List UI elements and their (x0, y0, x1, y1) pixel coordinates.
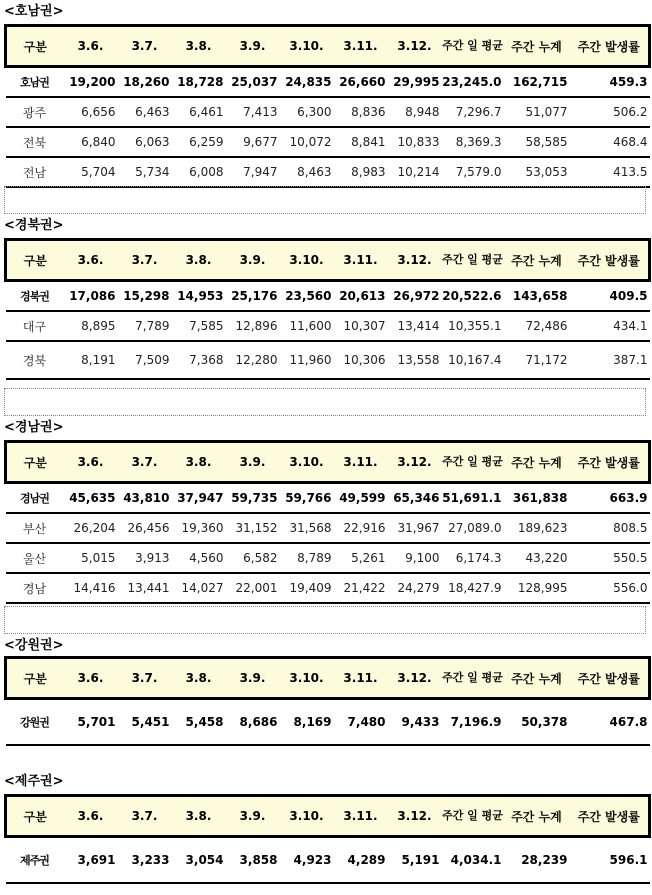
cell-avg: 10,355.1 (442, 311, 504, 341)
cell-cum: 128,995 (504, 573, 570, 603)
cell: 9,100 (388, 543, 442, 573)
cell: 3,913 (118, 543, 172, 573)
cell: 8,983 (334, 157, 388, 187)
cell: 8,789 (280, 543, 334, 573)
cell: 5,458 (172, 699, 226, 746)
header-row (6, 796, 650, 837)
header-date: 3.6. (64, 658, 118, 699)
table-row (6, 127, 650, 157)
cell: 8,836 (334, 97, 388, 127)
cell: 4,289 (334, 837, 388, 884)
cell: 6,300 (280, 97, 334, 127)
cell: 5,261 (334, 543, 388, 573)
table-row (6, 699, 650, 746)
row-name: 호남권 (6, 67, 64, 98)
header-date: 3.6. (64, 240, 118, 281)
cell-avg: 7,579.0 (442, 157, 504, 187)
header-date: 3.8. (172, 796, 226, 837)
header-date: 3.9. (226, 442, 280, 483)
cell-rate: 468.4 (570, 127, 650, 157)
region-title-gyeongbuk: <경북권> (4, 218, 64, 233)
header-date: 3.11. (334, 442, 388, 483)
header-date: 3.7. (118, 442, 172, 483)
header-date: 3.7. (118, 658, 172, 699)
cell: 14,953 (172, 281, 226, 312)
header-date: 3.9. (226, 796, 280, 837)
cell: 10,306 (334, 341, 388, 379)
cell: 7,413 (226, 97, 280, 127)
header-row (6, 240, 650, 281)
table-row (6, 157, 650, 187)
cell: 18,728 (172, 67, 226, 98)
header-gu: 구분 (6, 26, 64, 67)
cell-rate: 663.9 (570, 483, 650, 514)
cell-avg: 8,369.3 (442, 127, 504, 157)
cell-rate: 459.3 (570, 67, 650, 98)
cell-avg: 10,167.4 (442, 341, 504, 379)
cell-avg: 18,427.9 (442, 573, 504, 603)
cell: 8,948 (388, 97, 442, 127)
cell: 45,635 (64, 483, 118, 514)
cell-rate: 409.5 (570, 281, 650, 312)
cell-cum: 51,077 (504, 97, 570, 127)
header-date: 3.10. (280, 26, 334, 67)
cell-cum: 71,172 (504, 341, 570, 379)
table-row (6, 543, 650, 573)
cell: 20,613 (334, 281, 388, 312)
spacer-row (4, 388, 646, 416)
cell: 10,072 (280, 127, 334, 157)
header-gu: 구분 (6, 442, 64, 483)
header-date: 3.12. (388, 658, 442, 699)
cell-avg: 7,196.9 (442, 699, 504, 746)
row-name: 전남 (6, 157, 64, 187)
cell: 59,735 (226, 483, 280, 514)
header-avg: 주간 일 평균 (442, 658, 504, 699)
header-date: 3.11. (334, 240, 388, 281)
header-date: 3.6. (64, 26, 118, 67)
cell: 5,701 (64, 699, 118, 746)
cell: 6,656 (64, 97, 118, 127)
cell: 26,660 (334, 67, 388, 98)
header-date: 3.8. (172, 442, 226, 483)
cell-cum: 361,838 (504, 483, 570, 514)
cell: 8,686 (226, 699, 280, 746)
cell: 5,451 (118, 699, 172, 746)
cell: 26,456 (118, 513, 172, 543)
header-cum: 주간 누계 (504, 658, 570, 699)
cell: 6,582 (226, 543, 280, 573)
cell-cum: 143,658 (504, 281, 570, 312)
cell: 19,360 (172, 513, 226, 543)
cell: 3,233 (118, 837, 172, 884)
row-name: 대구 (6, 311, 64, 341)
cell: 25,037 (226, 67, 280, 98)
cell: 24,835 (280, 67, 334, 98)
cell: 13,441 (118, 573, 172, 603)
header-date: 3.10. (280, 442, 334, 483)
cell: 5,704 (64, 157, 118, 187)
header-date: 3.7. (118, 240, 172, 281)
header-cum: 주간 누계 (504, 442, 570, 483)
header-cum: 주간 누계 (504, 26, 570, 67)
cell-cum: 50,378 (504, 699, 570, 746)
row-name: 광주 (6, 97, 64, 127)
table-row (6, 281, 650, 312)
cell: 29,995 (388, 67, 442, 98)
cell-rate: 506.2 (570, 97, 650, 127)
header-rate: 주간 발생률 (570, 796, 650, 837)
row-name: 부산 (6, 513, 64, 543)
cell: 6,063 (118, 127, 172, 157)
header-date: 3.11. (334, 26, 388, 67)
cell: 6,008 (172, 157, 226, 187)
cell-rate: 556.0 (570, 573, 650, 603)
cell: 22,001 (226, 573, 280, 603)
cell: 7,789 (118, 311, 172, 341)
cell-rate: 413.5 (570, 157, 650, 187)
cell: 31,152 (226, 513, 280, 543)
table-row (6, 573, 650, 603)
cell: 8,191 (64, 341, 118, 379)
row-name: 경남 (6, 573, 64, 603)
header-date: 3.6. (64, 442, 118, 483)
row-name: 강원권 (6, 699, 64, 746)
cell-cum: 28,239 (504, 837, 570, 884)
cell: 7,947 (226, 157, 280, 187)
table-gyeongnam (4, 440, 651, 604)
cell: 15,298 (118, 281, 172, 312)
cell: 11,600 (280, 311, 334, 341)
cell: 31,568 (280, 513, 334, 543)
cell: 10,214 (388, 157, 442, 187)
cell-avg: 4,034.1 (442, 837, 504, 884)
table-row (6, 483, 650, 514)
cell: 6,461 (172, 97, 226, 127)
cell: 9,433 (388, 699, 442, 746)
cell: 22,916 (334, 513, 388, 543)
cell: 5,191 (388, 837, 442, 884)
cell: 12,896 (226, 311, 280, 341)
header-rate: 주간 발생률 (570, 658, 650, 699)
header-gu: 구분 (6, 796, 64, 837)
cell: 3,054 (172, 837, 226, 884)
header-date: 3.11. (334, 658, 388, 699)
header-avg: 주간 일 평균 (442, 26, 504, 67)
cell: 43,810 (118, 483, 172, 514)
cell-avg: 6,174.3 (442, 543, 504, 573)
row-name: 경북권 (6, 281, 64, 312)
header-row (6, 442, 650, 483)
cell: 17,086 (64, 281, 118, 312)
cell: 6,463 (118, 97, 172, 127)
header-date: 3.12. (388, 26, 442, 67)
cell: 13,558 (388, 341, 442, 379)
header-rate: 주간 발생률 (570, 26, 650, 67)
header-date: 3.9. (226, 658, 280, 699)
header-date: 3.10. (280, 796, 334, 837)
header-avg: 주간 일 평균 (442, 442, 504, 483)
cell: 9,677 (226, 127, 280, 157)
header-date: 3.12. (388, 240, 442, 281)
cell: 5,015 (64, 543, 118, 573)
cell: 7,509 (118, 341, 172, 379)
header-date: 3.11. (334, 796, 388, 837)
cell: 12,280 (226, 341, 280, 379)
header-date: 3.10. (280, 658, 334, 699)
table-row (6, 513, 650, 543)
row-name: 경남권 (6, 483, 64, 514)
header-row (6, 26, 650, 67)
header-date: 3.9. (226, 26, 280, 67)
cell: 11,960 (280, 341, 334, 379)
header-date: 3.8. (172, 26, 226, 67)
table-gangwon (4, 656, 651, 746)
cell-cum: 162,715 (504, 67, 570, 98)
cell: 23,560 (280, 281, 334, 312)
cell: 5,734 (118, 157, 172, 187)
cell: 37,947 (172, 483, 226, 514)
cell: 8,169 (280, 699, 334, 746)
table-row (6, 341, 650, 379)
table-gyeongbuk (4, 238, 651, 380)
header-rate: 주간 발생률 (570, 240, 650, 281)
cell: 4,923 (280, 837, 334, 884)
cell: 3,858 (226, 837, 280, 884)
region-title-jeju: <제주권> (4, 774, 64, 789)
cell-rate: 550.5 (570, 543, 650, 573)
cell: 8,841 (334, 127, 388, 157)
cell: 59,766 (280, 483, 334, 514)
header-gu: 구분 (6, 658, 64, 699)
cell: 7,480 (334, 699, 388, 746)
cell-rate: 434.1 (570, 311, 650, 341)
cell-rate: 467.8 (570, 699, 650, 746)
header-date: 3.10. (280, 240, 334, 281)
cell: 65,346 (388, 483, 442, 514)
cell-avg: 23,245.0 (442, 67, 504, 98)
header-date: 3.7. (118, 796, 172, 837)
cell: 6,259 (172, 127, 226, 157)
cell-cum: 189,623 (504, 513, 570, 543)
cell: 49,599 (334, 483, 388, 514)
cell: 25,176 (226, 281, 280, 312)
row-name: 경북 (6, 341, 64, 379)
cell-cum: 58,585 (504, 127, 570, 157)
cell: 6,840 (64, 127, 118, 157)
cell-avg: 20,522.6 (442, 281, 504, 312)
table-jeju (4, 794, 651, 884)
cell: 14,416 (64, 573, 118, 603)
cell: 7,585 (172, 311, 226, 341)
header-date: 3.8. (172, 658, 226, 699)
table-row (6, 311, 650, 341)
region-title-gangwon: <강원권> (4, 638, 64, 653)
table-row (6, 97, 650, 127)
cell: 26,972 (388, 281, 442, 312)
cell-avg: 7,296.7 (442, 97, 504, 127)
region-title-gyeongnam: <경남권> (4, 420, 64, 435)
row-name: 제주권 (6, 837, 64, 884)
cell-cum: 53,053 (504, 157, 570, 187)
cell-cum: 72,486 (504, 311, 570, 341)
header-avg: 주간 일 평균 (442, 796, 504, 837)
cell: 8,895 (64, 311, 118, 341)
cell: 18,260 (118, 67, 172, 98)
cell: 26,204 (64, 513, 118, 543)
cell: 3,691 (64, 837, 118, 884)
cell: 14,027 (172, 573, 226, 603)
header-date: 3.12. (388, 442, 442, 483)
cell-rate: 596.1 (570, 837, 650, 884)
table-honam (4, 24, 651, 188)
spacer-row (4, 606, 646, 634)
cell: 10,833 (388, 127, 442, 157)
cell-rate: 387.1 (570, 341, 650, 379)
cell: 31,967 (388, 513, 442, 543)
cell: 19,409 (280, 573, 334, 603)
header-avg: 주간 일 평균 (442, 240, 504, 281)
header-date: 3.7. (118, 26, 172, 67)
cell: 24,279 (388, 573, 442, 603)
header-row (6, 658, 650, 699)
cell: 8,463 (280, 157, 334, 187)
row-name: 전북 (6, 127, 64, 157)
cell-cum: 43,220 (504, 543, 570, 573)
table-row (6, 67, 650, 98)
table-row (6, 837, 650, 884)
cell: 7,368 (172, 341, 226, 379)
cell: 13,414 (388, 311, 442, 341)
cell: 19,200 (64, 67, 118, 98)
cell: 10,307 (334, 311, 388, 341)
cell-avg: 27,089.0 (442, 513, 504, 543)
header-date: 3.6. (64, 796, 118, 837)
header-rate: 주간 발생률 (570, 442, 650, 483)
cell: 4,560 (172, 543, 226, 573)
region-title-honam: <호남권> (4, 4, 64, 19)
header-cum: 주간 누계 (504, 796, 570, 837)
cell: 21,422 (334, 573, 388, 603)
header-date: 3.12. (388, 796, 442, 837)
header-date: 3.9. (226, 240, 280, 281)
cell-avg: 51,691.1 (442, 483, 504, 514)
header-cum: 주간 누계 (504, 240, 570, 281)
header-gu: 구분 (6, 240, 64, 281)
cell-rate: 808.5 (570, 513, 650, 543)
header-date: 3.8. (172, 240, 226, 281)
spacer-row (4, 186, 646, 214)
row-name: 울산 (6, 543, 64, 573)
